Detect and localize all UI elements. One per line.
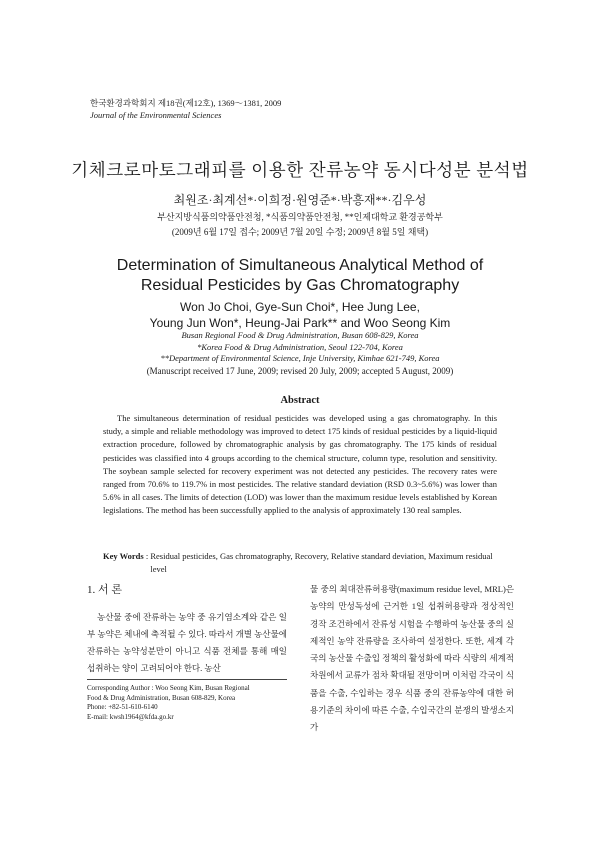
authors-english-line-2: Young Jun Won*, Heung-Jai Park** and Woo Seong Kim	[149, 316, 451, 330]
abstract-text: The simultaneous determination of residual pesticides was developed using a gas chromatography. In this study, a simple and reliable methodology was improved to detect 175 kinds of residual pesticides by a liquid-liquid extraction procedure, followed by chromatographic analysis by gas chromatography. The 175 kinds of residual pesticides was classified into 4 groups according to the chemical structure, column type, resolution and sensitivity. The soybean sample selected for recovery experiment was not detected any pesticides. The recovery rates were ranged from 70.6% to 119.7% in most pesticides. The relative standard deviation (RSD 0.3~5.6%) was lower than 5.6% in all cases. The limits of detection (LOD) was lower than the maximum residue levels established by Korean legislations. The method has been successfully applied to the analysis of approximately 130 real samples.	[103, 413, 497, 516]
footnote-line-2: Food & Drug Administration, Busan 608-829, Korea	[87, 693, 236, 702]
footnote-line-4: E-mail: kwsh1964@kfda.go.kr	[87, 712, 174, 721]
journal-citation: 한국환경과학회지 제18권(제12호), 1369～1381, 2009	[90, 98, 282, 108]
title-korean: 기체크로마토그래피를 이용한 잔류농약 동시다성분 분석법	[71, 160, 529, 180]
dates-korean: (2009년 6월 17일 접수; 2009년 7월 20일 수정; 2009년 8월 5일 채택)	[171, 227, 429, 237]
footnote-line-1: Corresponding Author : Woo Seong Kim, Busan Regional	[87, 684, 250, 692]
affiliations-korean: 부산지방식품의약품안전청, *식품의약품안전청, **인제대학교 환경공학부	[157, 212, 443, 222]
dates-english: (Manuscript received 17 June, 2009; revised 20 July, 2009; accepted 5 August, 2009)	[146, 366, 454, 376]
title-english	[0, 256, 600, 296]
journal-name: Journal of the Environmental Sciences	[90, 110, 222, 120]
affiliation-inje: **Department of Environmental Science, Inje University, Kimhae 621-749, Korea	[160, 353, 440, 363]
left-column	[87, 581, 287, 677]
section-heading-introduction: 1. 서 론	[87, 584, 123, 596]
right-column-text: 물 중의 최대잔류허용량(maximum residue level, MRL)은 농약의 만성독성에 근거한 1일 섭취허용량과 정상적인 경작 조건하에서 잔류성 시험을 수행하여 농산물 중의 실제적인 농약 잔류량을 조사하여 설정한다. 또한, 세계 각국의 농산물 수출입 정책의 활성화에 따라 식량의 세계적 차원에서 교류가 점차 확대될 전망이며 이처럼 각국이 식품을 수출, 수입하는 경우 식품 중의 잔류농약에 대한 허용기준의 차이에 따른 수출, 수입국간의 분쟁의 발생소지가	[310, 584, 514, 733]
corresponding-author-footnote	[87, 684, 292, 722]
authors-english-line-1: Won Jo Choi, Gye-Sun Choi*, Hee Jung Lee,	[180, 300, 420, 314]
authors-korean: 최원조·최계선*·이희정·원영준*·박흥재**·김우성	[173, 193, 427, 207]
affiliation-kfda: *Korea Food & Drug Administration, Seoul 122-704, Korea	[197, 341, 403, 352]
keywords-text: Residual pesticides, Gas chromatography, Recovery, Relative standard deviation, Maximum residual level	[150, 551, 493, 575]
title-english-line-2: Residual Pesticides by Gas Chromatography	[140, 277, 460, 294]
footnote-line-3: Phone: +82-51-610-6140	[87, 703, 158, 711]
introduction-paragraph: 농산물 중에 잔류하는 농약 중 유기염소계와 같은 일부 농약은 체내에 축적될 수 있다. 따라서 개별 농산물에 잔류하는 농약성분만이 아니고 식품 전체를 통해 매일 섭취하는 양이 고려되어야 한다. 농산	[87, 612, 287, 673]
title-english-line-1: Determination of Simultaneous Analytical Method of	[116, 257, 484, 274]
authors-english	[0, 299, 600, 331]
affiliation-busan: Busan Regional Food & Drug Administration, Busan 608-829, Korea	[181, 330, 419, 340]
abstract-heading: Abstract	[280, 395, 320, 406]
journal-header	[90, 97, 281, 121]
keywords-label: Key Words	[103, 551, 144, 561]
footnote-divider	[87, 679, 287, 680]
keywords-separator: :	[143, 551, 151, 561]
affiliations-english	[0, 330, 600, 365]
keywords	[103, 550, 497, 576]
